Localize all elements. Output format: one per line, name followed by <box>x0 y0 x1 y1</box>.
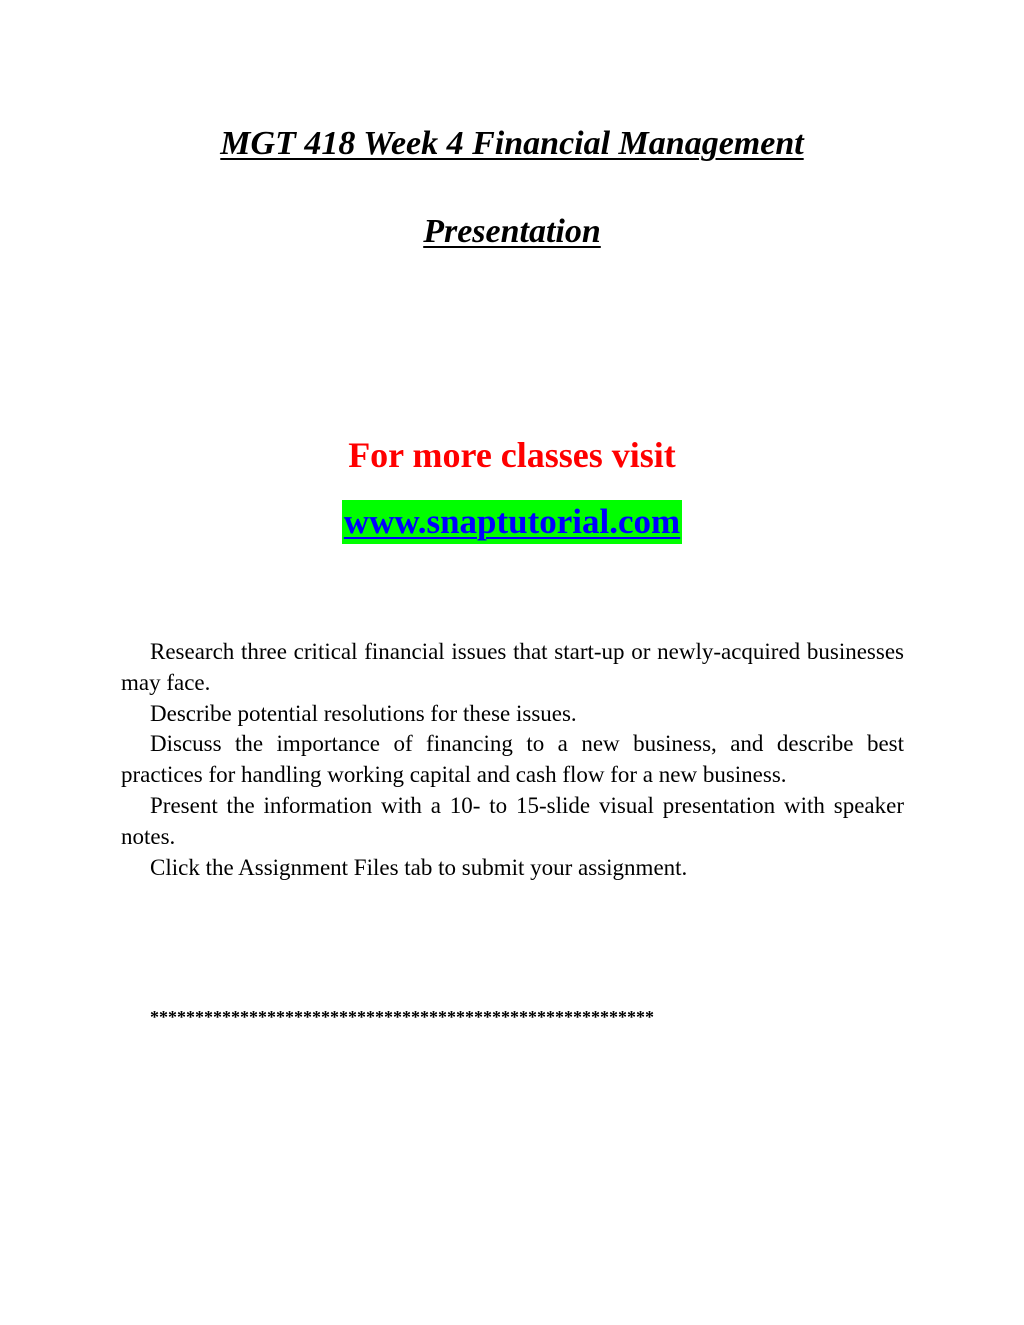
promo-text: For more classes visit <box>348 435 676 475</box>
assignment-instructions <box>121 637 904 883</box>
document-title-line-2: Presentation <box>423 213 601 250</box>
website-link[interactable]: www.snaptutorial.com <box>342 500 682 544</box>
instruction-paragraph: Discuss the importance of financing to a new business, and describe best practices for handling working capital and cash flow for a new business. <box>121 731 904 788</box>
asterisk-separator: ******************************************************** <box>150 1007 654 1027</box>
promo-link-container <box>0 500 1024 544</box>
instruction-paragraph: Present the information with a 10- to 15-slide visual presentation with speaker notes. <box>121 792 904 849</box>
instruction-paragraph: Describe potential resolutions for these issues. <box>150 700 577 726</box>
instruction-paragraph: Research three critical financial issues that start-up or newly-acquired businesses may face. <box>121 639 904 695</box>
document-title-line-1: MGT 418 Week 4 Financial Management <box>220 125 804 162</box>
instruction-paragraph: Click the Assignment Files tab to submit your assignment. <box>150 854 688 880</box>
